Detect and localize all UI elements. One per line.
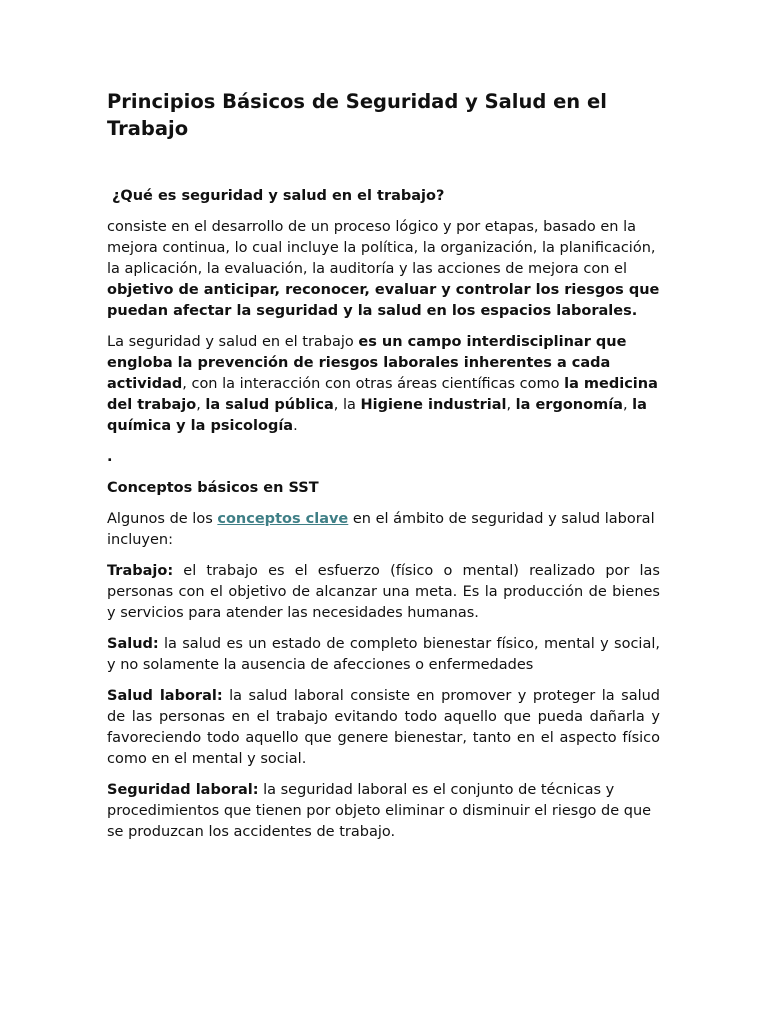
document-content — [107, 88, 660, 843]
paragraph-bold-text: es un campo interdisciplinar que engloba la prevención de riesgos laborales inherentes a cada actividad — [107, 334, 627, 392]
definition-text: la salud laboral consiste en promover y proteger la salud de las personas en el trabajo evitando todo aquello que pueda dañarla y favoreciendo todo aquello que genere bienestar, tanto en el aspecto físico como en el mental y social. — [107, 688, 661, 767]
definition-salud-laboral — [107, 686, 660, 770]
definition-term: Salud laboral: — [107, 688, 223, 704]
paragraph-text: en el ámbito de seguridad y salud laboral incluyen: — [107, 511, 655, 548]
document-title: Principios Básicos de Seguridad y Salud en el Trabajo — [107, 90, 607, 140]
question-heading: ¿Qué es seguridad y salud en el trabajo? — [112, 188, 445, 204]
definition-trabajo — [107, 561, 660, 624]
paragraph-text: consiste en el desarrollo de un proceso lógico y por etapas, basado en la mejora continua, lo cual incluye la política, la organización, la planificación, la aplicación, la evaluación, la auditoría y las acciones de mejora con el — [107, 219, 656, 277]
paragraph-text: La seguridad y salud en el trabajo — [107, 334, 359, 350]
paragraph-definition — [107, 217, 660, 322]
separator-dot: . — [107, 449, 113, 465]
definition-text: el trabajo es el esfuerzo (físico o mental) realizado por las personas con el objetivo de alcanzar una meta. Es la producción de bienes y servicios para atender las necesidades humanas. — [107, 563, 660, 621]
paragraph-bold-text: Higiene industrial — [360, 397, 507, 413]
definition-salud — [107, 634, 660, 676]
paragraph-bold-text: la salud pública — [205, 397, 334, 413]
definition-text: la seguridad laboral es el conjunto de técnicas y procedimientos que tienen por objeto eliminar o disminuir el riesgo de que se produzcan los accidentes de trabajo. — [107, 782, 652, 840]
conceptos-heading: Conceptos básicos en SST — [107, 480, 319, 496]
paragraph-bold-text: objetivo de anticipar, reconocer, evaluar y controlar los riesgos que puedan afectar la seguridad y la salud en los espacios laborales. — [107, 282, 660, 319]
paragraph-bold-text: la ergonomía — [515, 397, 623, 413]
paragraph-bold-text: la medicina del trabajo — [107, 376, 658, 413]
definition-seguridad-laboral — [107, 780, 660, 843]
paragraph-text: Algunos de los — [107, 511, 218, 527]
definition-term: Salud: — [107, 636, 159, 652]
conceptos-clave-link[interactable]: conceptos clave — [217, 511, 349, 527]
paragraph-text: , — [196, 397, 206, 413]
paragraph-text: , — [622, 397, 633, 413]
paragraph-text: , — [506, 397, 516, 413]
definition-text: la salud es un estado de completo bienestar físico, mental y social, y no solamente la ausencia de afecciones o enfermedades — [107, 636, 660, 673]
paragraph-interdisciplinary — [107, 332, 660, 437]
paragraph-text: , la — [333, 397, 361, 413]
definition-term: Seguridad laboral: — [107, 782, 259, 798]
paragraph-text: , con la interacción con otras áreas científicas como — [182, 376, 565, 392]
paragraph-bold-text: la química y la psicología — [107, 397, 647, 434]
paragraph-conceptos-intro — [107, 509, 660, 551]
definition-term: Trabajo: — [107, 563, 174, 579]
paragraph-text: . — [293, 418, 298, 434]
